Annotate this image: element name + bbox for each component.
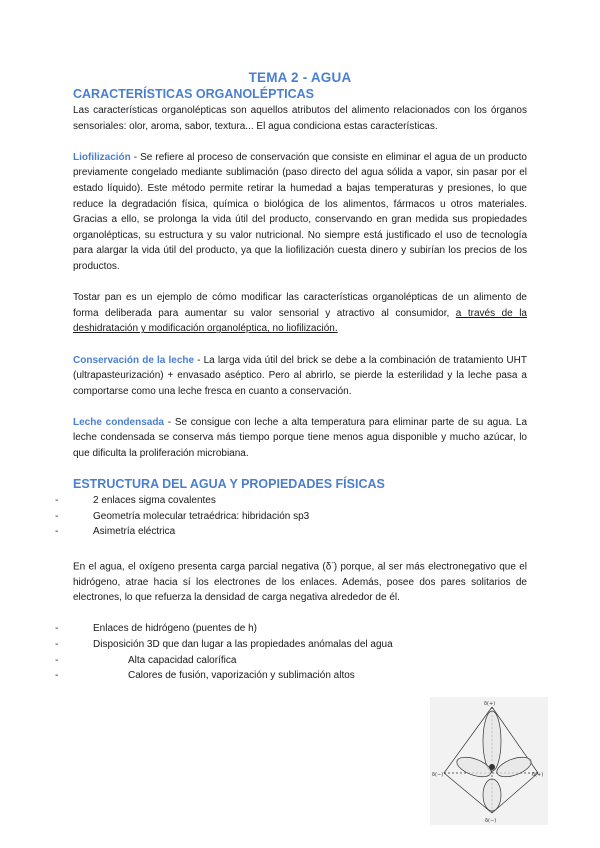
intro-paragraph: Las características organolépticas son aquellos atributos del alimento relacionados con los órganos sensoriales: olor, aroma, sabor, textura... El agua condiciona estas características. xyxy=(73,105,527,132)
oxigeno-paragraph xyxy=(73,556,527,606)
label-right: δ(+) xyxy=(532,772,544,778)
list-item: - 2 enlaces sigma covalentes xyxy=(73,493,527,509)
orbital-lobe-bottom xyxy=(483,779,501,811)
liofilizacion-paragraph xyxy=(73,150,527,275)
tostar-underline: a través de la deshidratación y modificación organoléptica, no liofilización. xyxy=(73,307,527,335)
oxigeno-superscript: - xyxy=(331,559,334,567)
leche-term: Conservación de la leche xyxy=(73,354,195,366)
label-left: δ(−) xyxy=(432,772,444,778)
list-item: - Calores de fusión, vaporización y sublimación altos xyxy=(73,668,527,684)
section-heading-organolepticas: CARACTERÍSTICAS ORGANOLÉPTICAS xyxy=(73,87,314,101)
section-heading-estructura: ESTRUCTURA DEL AGUA Y PROPIEDADES FÍSICAS xyxy=(73,477,385,492)
list-item: - Asimetría eléctrica xyxy=(73,524,527,540)
page-title: TEMA 2 - AGUA xyxy=(248,70,352,85)
list-item: - Enlaces de hidrógeno (puentes de h) xyxy=(73,621,527,637)
condensada-paragraph xyxy=(73,415,527,462)
tostar-paragraph xyxy=(73,290,527,337)
document-page xyxy=(73,70,527,684)
condensada-text: - Se consigue con leche a alta temperatura para eliminar parte de su agua. La leche condensada se conserva más tiempo porque tiene menos agua disponible y mucho azúcar, lo que dificulta la proliferación microbiana. xyxy=(73,416,528,460)
label-top: δ(+) xyxy=(484,701,496,707)
list-item: - Geometría molecular tetraédrica: hibridación sp3 xyxy=(73,509,527,525)
oxygen-nucleus xyxy=(489,764,495,770)
oxigeno-text-a: En el agua, el oxígeno presenta carga parcial negativa (δ xyxy=(73,560,332,572)
orbital-lobe-top xyxy=(483,711,501,771)
tetrahedral-water-diagram xyxy=(430,697,548,825)
structure-list xyxy=(73,493,527,540)
oxigeno-text-b: ) porque, al ser más electronegativo que el hidrógeno, atrae hacia sí los electrones de los enlaces. Además, posee dos pares solitarios de electrones, lo que refuerza la densidad de carga negativa alrededor de él. xyxy=(73,560,527,604)
tostar-text: Tostar pan es un ejemplo de cómo modificar las características organolépticas de un alimento de forma deliberada para aumentar su valor sensorial y atractivo al consumidor, xyxy=(73,292,527,319)
liofilizacion-term: Liofilización xyxy=(73,151,131,163)
list-item: - Disposición 3D que dan lugar a las propiedades anómalas del agua xyxy=(73,637,527,653)
leche-text: - La larga vida útil del brick se debe a la combinación de tratamiento UHT (ultrapasteurización) + envasado aséptico. Pero al abrirlo, se pierde la esterilidad y la leche pasa a comportarse como una leche fresca en cuanto a conservación. xyxy=(73,354,527,397)
liofilizacion-text: - Se refiere al proceso de conservación que consiste en eliminar el agua de un producto previamente congelado mediante sublimación (paso directo del agua sólida a vapor, sin pasar por el estado líquido). Este método permite retirar la humedad a bajas temperaturas y presiones, lo que reduce la degradación física, química o biológica de los alimentos, fármacos u otros materiales. Gracias a ello, se prolonga la vida útil del producto, conservando en gran medida sus propiedades organolépticas, su estructura y su valor nutricional. No siempre está justificado el uso de tecnología para alargar la vida útil del producto, ya que la liofilización cuesta dinero y subirían los precios de los productos. xyxy=(73,151,527,272)
label-bottom: δ(−) xyxy=(485,818,497,824)
list-item: - Alta capacidad calorífica xyxy=(73,653,527,669)
properties-list xyxy=(73,621,527,683)
condensada-term: Leche condensada xyxy=(73,416,164,428)
leche-paragraph xyxy=(73,353,527,400)
